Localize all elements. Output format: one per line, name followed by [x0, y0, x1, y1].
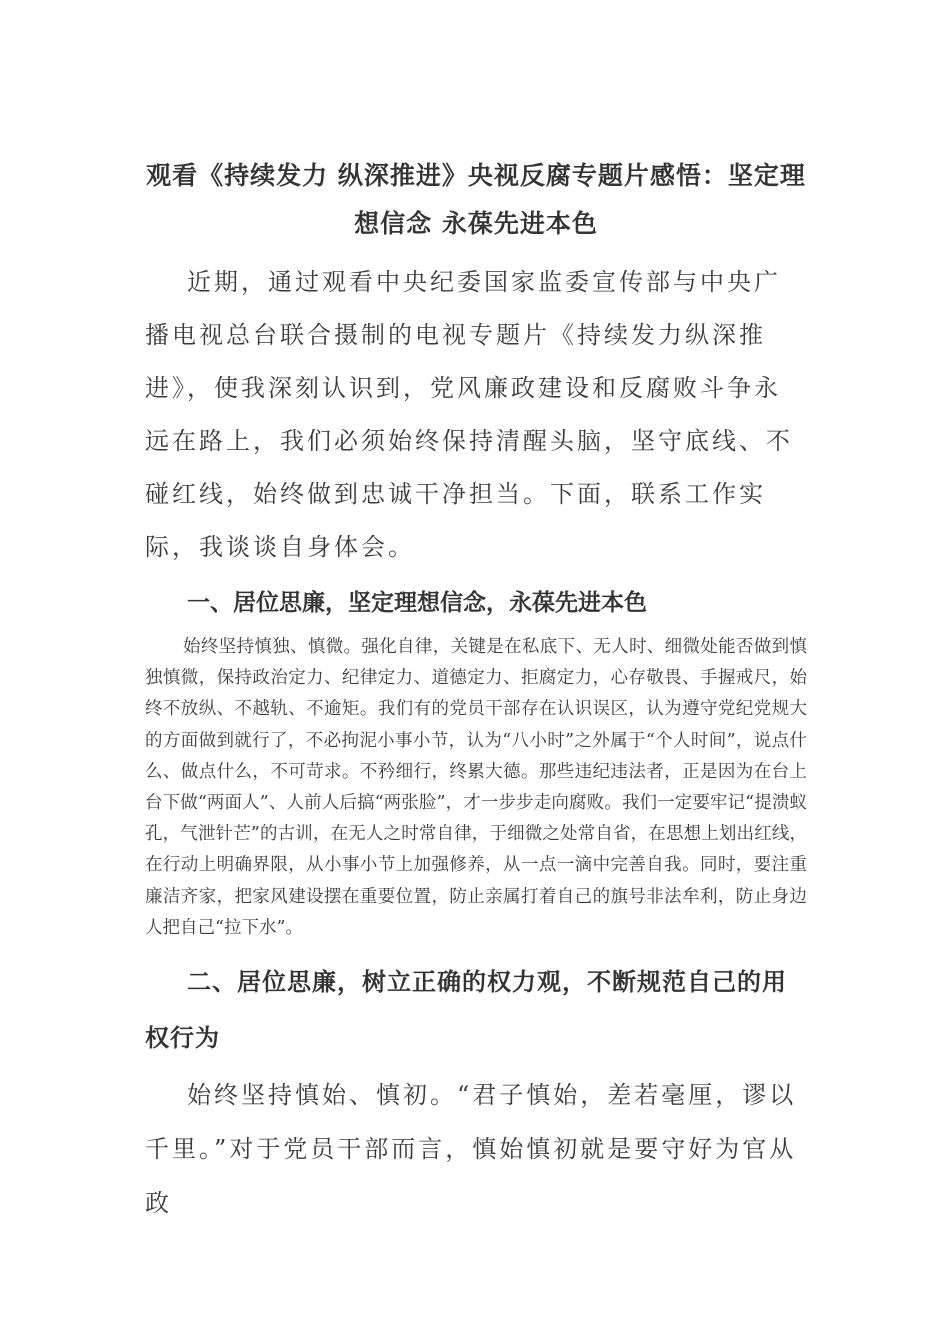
section-1-paragraph: 始终坚持慎独、慎微。强化自律，关键是在私底下、无人时、细微处能否做到慎独慎微，保持政治定力、纪律定力、道德定力、拒腐定力，心存敬畏、手握戒尺，始终不放纵、不越轨、不逾矩。我们有的党员干部存在认识误区，认为遵守党纪党规大的方面做到就行了，不必拘泥小事小节，认为“八小时”之外属于“个人时间”，说点什么、做点什么，不可苛求。不矜细行，终累大德。那些违纪违法者，正是因为在台上台下做“两面人”、人前人后搞“两张脸”，才一步步走向腐败。我们一定要牢记“提溃蚁孔，气泄针芒”的古训，在无人之时常自律，于细微之处常自省，在思想上划出红线，在行动上明确界限，从小事小节上加强修养，从一点一滴中完善自我。同时，要注重廉洁齐家，把家风建设摆在重要位置，防止亲属打着自己的旗号非法牟利，防止身边人把自己“拉下水”。 — [145, 637, 807, 938]
title-line-2: 想信念 永葆先进本色 — [354, 209, 598, 238]
intro-paragraph: 近期，通过观看中央纪委国家监委宣传部与中央广播电视总台联合摄制的电视专题片《持续发力纵深推进》，使我深刻认识到，党风廉政建设和反腐败斗争永远在路上，我们必须始终保持清醒头脑，坚守底线、不碰红线，始终做到忠诚干净担当。下面，联系工作实际，我谈谈自身体会。 — [145, 268, 793, 561]
section-2-paragraph: 始终坚持慎始、慎初。“君子慎始，差若毫厘，谬以千里。”对于党员干部而言，慎始慎初就是要守好为官从政 — [145, 1081, 797, 1218]
document-body — [145, 152, 807, 1230]
section-1-heading: 一、居位思廉，坚定理想信念，永葆先进本色 — [187, 590, 647, 616]
title-line-1: 观看《持续发力 纵深推进》央视反腐专题片感悟：坚定理 — [146, 161, 806, 190]
document-title — [145, 152, 807, 248]
section-2-heading: 二、居位思廉，树立正确的权力观，不断规范自己的用权行为 — [145, 968, 787, 1053]
